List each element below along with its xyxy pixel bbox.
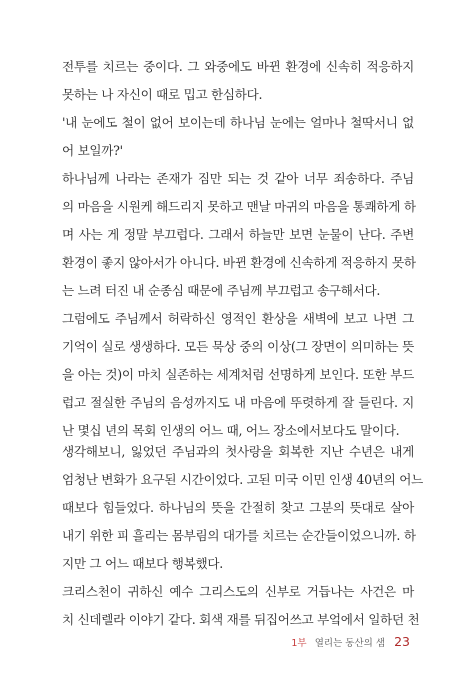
- footer-part-label: 1부: [291, 638, 307, 649]
- body-text-block-1: [62, 53, 414, 445]
- text-line: 어 보일까?': [62, 143, 123, 158]
- text-line: 환경이 좋지 않아서가 아니다. 바뀐 환경에 신속하게 적응하지 못하: [62, 255, 416, 270]
- body-text-block-2: [62, 438, 423, 634]
- text-line: 때보다 힘들었다. 하나님의 뜻을 간절히 찾고 그분의 뜻대로 살아: [62, 500, 414, 515]
- text-line: 럽고 절실한 주님의 음성까지도 내 마음에 뚜렷하게 잘 들린다. 지: [62, 395, 414, 410]
- text-line: 치 신데렐라 이야기 같다. 회색 재를 뒤집어쓰고 부엌에서 일하던 천: [62, 612, 420, 627]
- text-line: 못하는 나 자신이 때로 밉고 한심하다.: [62, 87, 263, 102]
- text-line: 지만 그 어느 때보다 행복했다.: [62, 556, 223, 571]
- page-footer: [291, 631, 410, 651]
- text-line: 그럼에도 주님께서 허락하신 영적인 환상을 새벽에 보고 나면 그: [62, 311, 414, 326]
- text-line: 기억이 실로 생생하다. 모든 묵상 중의 이상(그 장면이 의미하는 뜻: [62, 339, 414, 354]
- page-number: 23: [394, 634, 410, 649]
- text-line: 는 느려 터진 내 순종심 때문에 주님께 부끄럽고 송구해서다.: [62, 283, 381, 298]
- text-line: 하나님께 나라는 존재가 짐만 되는 것 같아 너무 죄송하다. 주님: [62, 171, 414, 186]
- text-line: 의 마음을 시원케 해드리지 못하고 맨날 마귀의 마음을 통쾌하게 하: [62, 199, 416, 214]
- footer-chapter-title: 열리는 동산의 샘: [314, 638, 385, 649]
- text-line: 크리스천이 귀하신 예수 그리스도의 신부로 거듭나는 사건은 마: [62, 584, 414, 599]
- text-line: 전투를 치르는 중이다. 그 와중에도 바뀐 환경에 신속히 적응하지: [62, 59, 414, 74]
- text-line: 내기 위한 피 흘리는 몸부림의 대가를 치르는 순간들이었으니까. 하: [62, 528, 416, 543]
- text-line: 며 사는 게 정말 부끄럽다. 그래서 하늘만 보면 눈물이 난다. 주변: [62, 227, 414, 242]
- text-line: 생각해보니, 잃었던 주님과의 첫사랑을 회복한 지난 수년은 내게: [62, 444, 414, 459]
- text-line: 을 아는 것)이 마치 실존하는 세계처럼 선명하게 보인다. 또한 부드: [62, 367, 414, 382]
- text-line: 엄청난 변화가 요구된 시간이었다. 고된 미국 이민 인생 40년의 어느: [62, 472, 423, 487]
- text-line: 난 몇십 년의 목회 인생의 어느 때, 어느 장소에서보다도 말이다.: [62, 423, 400, 438]
- text-line: '내 눈에도 철이 없어 보이는데 하나님 눈에는 얼마나 철딱서니 없: [62, 115, 414, 130]
